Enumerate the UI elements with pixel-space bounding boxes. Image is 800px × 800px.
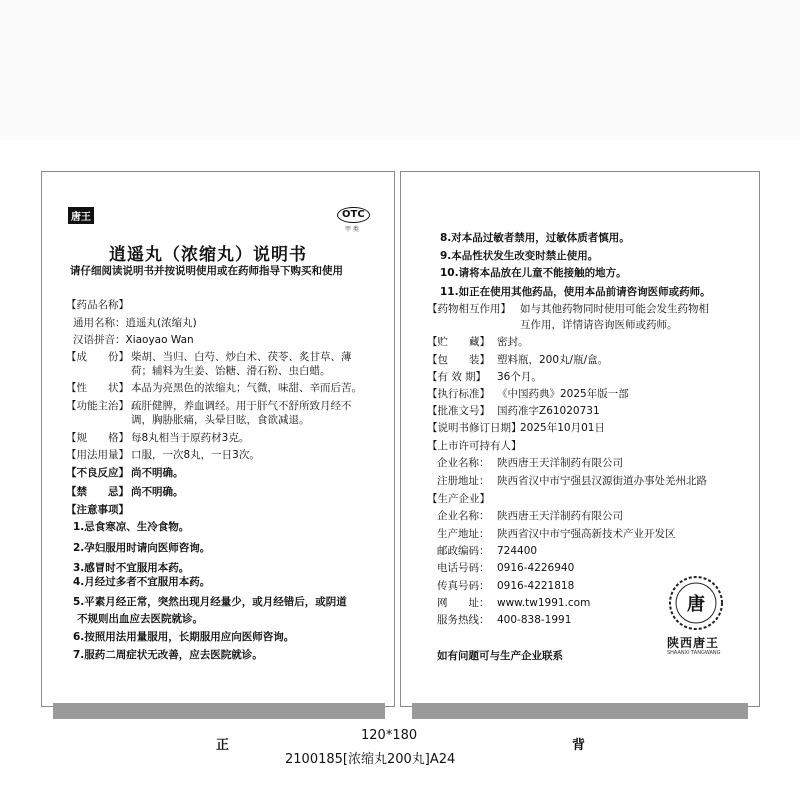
revision-label: 【说明书修订日期】	[427, 422, 522, 434]
top-background	[0, 0, 800, 140]
precaution-item: 10.请将本品放在儿童不能接触的地方。	[440, 267, 627, 279]
precautions-heading: 【注意事项】	[66, 504, 129, 516]
back-side-label: 背	[572, 738, 586, 753]
interaction-line1: 如与其他药物同时使用可能会发生药物相	[520, 303, 709, 315]
precaution-item: 3.感冒时不宜服用本药。	[73, 562, 190, 574]
mfr-address: 陕西省汉中市宁强高新技术产业开发区	[497, 528, 676, 540]
fax: 0916-4221818	[497, 580, 575, 592]
hotline: 400-838-1991	[497, 614, 572, 626]
usage-label: 【用法用量】	[66, 449, 129, 461]
phone-label: 电话号码：	[437, 562, 490, 574]
interaction-label: 【药物相互作用】	[427, 303, 511, 315]
postcode: 724400	[497, 545, 538, 557]
revision-text: 2025年10月01日	[520, 422, 605, 434]
mah-company: 陕西唐王天洋制药有限公司	[497, 457, 623, 469]
postcode-label: 邮政编码：	[437, 545, 490, 557]
precaution-item: 6.按照用法用量服用，长期服用应向医师咨询。	[73, 631, 295, 643]
interaction-line2: 互作用，详情请咨询医师或药师。	[520, 319, 678, 331]
precaution-item: 11.如正在使用其他药品，使用本品前请咨询医师或药师。	[440, 286, 711, 298]
precaution-item: 5.平素月经正常，突然出现月经量少，或月经错后，或阴道	[73, 596, 347, 608]
approval-label: 【批准文号】	[427, 405, 490, 417]
precaution-item: 7.服药二周症状无改善，应去医院就诊。	[73, 649, 263, 661]
mfr-company-label: 企业名称：	[437, 510, 490, 522]
website-label: 网 址：	[437, 597, 490, 609]
precaution-item: 8.对本品过敏者禁用，过敏体质者慎用。	[440, 232, 630, 244]
brand-logo: 唐王	[68, 207, 94, 224]
standard-text: 《中国药典》2025年版一部	[497, 388, 629, 400]
print-code: 2100185[浓缩丸200丸]A24	[285, 752, 456, 767]
drug-name-heading: 【药品名称】	[66, 299, 129, 311]
ingredients-label: 【成 份】	[66, 351, 129, 363]
mah-address-label: 注册地址：	[437, 475, 490, 487]
manufacturer-heading: 【生产企业】	[427, 493, 490, 505]
standard-label: 【执行标准】	[427, 388, 490, 400]
spec-text: 每8丸相当于原药材3克。	[131, 432, 250, 444]
approval-text: 国药准字Z61020731	[497, 405, 600, 417]
front-gray-bar	[53, 703, 385, 719]
validity-text: 36个月。	[497, 371, 542, 383]
company-seal-icon	[664, 575, 728, 631]
contraindication-label: 【禁 忌】	[66, 486, 129, 498]
company-logo-cn: 陕西唐王	[667, 636, 720, 650]
back-gray-bar	[412, 703, 748, 719]
indication-line2: 调，胸胁胀痛，头晕目眩，食欲减退。	[131, 414, 310, 426]
storage-label: 【贮 藏】	[427, 336, 490, 348]
size-label: 120*180	[361, 728, 418, 743]
validity-label: 【有 效 期】	[427, 371, 487, 383]
front-side-label: 正	[216, 738, 230, 753]
ingredients-line1: 柴胡、当归、白芍、炒白术、茯苓、炙甘草、薄	[131, 351, 352, 363]
package-label: 【包 装】	[427, 354, 490, 366]
company-logo-en: SHAANXI TANGWANG	[667, 650, 721, 656]
seal-glyph: 唐	[687, 594, 705, 615]
storage-text: 密封。	[497, 336, 529, 348]
adverse-text: 尚不明确。	[131, 467, 184, 479]
indication-line1: 疏肝健脾，养血调经。用于肝气不舒所致月经不	[131, 400, 352, 412]
otc-badge: OTC	[337, 207, 370, 223]
contraindication-text: 尚不明确。	[131, 486, 184, 498]
contact-note: 如有问题可与生产企业联系	[437, 650, 563, 662]
indication-label: 【功能主治】	[66, 400, 129, 412]
property-text: 本品为亮黑色的浓缩丸；气微，味甜、辛而后苦。	[131, 382, 362, 394]
otc-class: 甲 类	[345, 226, 359, 233]
precaution-item: 1.忌食寒凉、生冷食物。	[73, 521, 190, 533]
precaution-item: 2.孕妇服用时请向医师咨询。	[73, 542, 211, 554]
adverse-label: 【不良反应】	[66, 467, 129, 479]
ingredients-line2: 荷；辅料为生姜、饴糖、滑石粉、虫白蜡。	[131, 365, 331, 377]
package-text: 塑料瓶，200丸/瓶/盒。	[497, 354, 609, 366]
document-title: 逍遥丸（浓缩丸）说明书	[109, 245, 307, 265]
hotline-label: 服务热线：	[437, 614, 490, 626]
pinyin-name: 汉语拼音：Xiaoyao Wan	[73, 334, 194, 346]
precaution-item: 4.月经过多者不宜服用本药。	[73, 576, 211, 588]
property-label: 【性 状】	[66, 382, 129, 394]
mah-company-label: 企业名称：	[437, 457, 490, 469]
website: www.tw1991.com	[497, 597, 591, 609]
mfr-company: 陕西唐王天洋制药有限公司	[497, 510, 623, 522]
precaution-item: 9.本品性状发生改变时禁止使用。	[440, 250, 599, 262]
spec-label: 【规 格】	[66, 432, 129, 444]
mah-heading: 【上市许可持有人】	[427, 440, 522, 452]
generic-name: 通用名称：逍遥丸(浓缩丸)	[73, 317, 197, 329]
fax-label: 传真号码：	[437, 580, 490, 592]
usage-text: 口服，一次8丸，一日3次。	[131, 449, 260, 461]
precaution-item: 不规则出血应去医院就诊。	[77, 613, 203, 625]
mah-address: 陕西省汉中市宁强县汉源街道办事处羌州北路	[497, 475, 707, 487]
phone: 0916-4226940	[497, 562, 575, 574]
usage-notice: 请仔细阅读说明书并按说明使用或在药师指导下购买和使用	[70, 265, 343, 277]
mfr-address-label: 生产地址：	[437, 528, 490, 540]
